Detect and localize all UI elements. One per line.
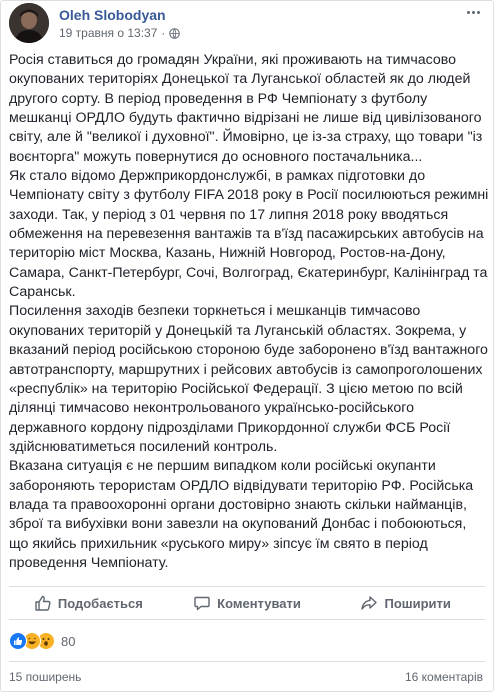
post-paragraph: Вказана ситуація є не першим випадком коли російські окупанти забороняють терористам ОРДЛО відвідувати територію РФ. Російська влада та правоохоронні органи достовірно знають скільки найманців, зброї та вибухівки вони завезли на окупований Донбас і побоюються, що якийсь прихильник «руського миру» зіпсує їм свято в період проведення Чемпіонату.: [9, 458, 474, 571]
post-timestamp[interactable]: 19 травня о 13:37: [59, 26, 158, 40]
post-paragraph: Як стало відомо Держприкордонслужбі, в рамках підготовки до Чемпіонату світу з футболу FIFA 2018 року в Росії посилюються режимні заходи. Так, у період з 01 червня по 17 липня 2018 року вводяться обмеження на перевезення вантажів та в'їзд пасажирських автобусів на територію міст Москва, Казань, Нижній Новгород, Ростов-на-Дону, Самара, Санкт-Петербург, Сочі, Волгоград, Єкатеринбург, Калінінград та Саранськ.: [9, 168, 489, 301]
shares-count[interactable]: 15 поширень: [9, 670, 82, 684]
post-meta: [59, 26, 180, 40]
globe-icon: [169, 28, 180, 39]
reaction-count: 80: [61, 633, 76, 649]
like-label: Подобається: [57, 595, 143, 611]
like-button[interactable]: [9, 587, 168, 619]
thumbs-up-icon: [34, 594, 52, 612]
post-text: [9, 51, 489, 573]
author-avatar[interactable]: [9, 3, 49, 43]
post-paragraph: Посилення заходів безпеки торкнеться і мешканців тимчасово окупованих територій у Донецькій та Луганській областях. Зокрема, у вказаний період російською стороною буде заборонено в'їзд вантажного автотранспорту, маршрутних і рейсових автобусів із самопроголошених «республік» на територію Російської Федерації. З цією метою по всій ділянці тимчасово неконтрольованого українсько-російського державного кордону підрозділами Прикордонної служби ФСБ Росії здійснюватиметься посилений контроль.: [9, 303, 488, 455]
comment-label: Коментувати: [217, 595, 301, 611]
comments-count[interactable]: 16 коментарів: [404, 670, 483, 684]
more-options-icon[interactable]: [463, 5, 483, 19]
post-paragraph: Росія ставиться до громадян України, які проживають на тимчасово окупованих територіях Донецької та Луганської областей як до людей другого сорту. В період проведення в РФ Чемпіонату з футболу мешканці ОРДЛО будуть фактично відрізані не лише від цивілізованого світу, але й "великої і духовної". Ймовірно, це із-за страху, що товари "із воєнторга" можуть повернутися до основного постачальника...: [9, 52, 483, 165]
comment-button[interactable]: [168, 587, 327, 619]
avatar-photo: [9, 3, 49, 43]
share-button[interactable]: [326, 587, 485, 619]
author-name[interactable]: Oleh Slobodyan: [59, 7, 166, 23]
meta-separator: ·: [161, 26, 166, 40]
reactions-summary[interactable]: [9, 631, 75, 651]
like-reaction-icon: [9, 632, 27, 650]
comment-icon: [193, 594, 211, 612]
post-header: [9, 3, 487, 43]
share-label: Поширити: [384, 595, 451, 611]
divider: [9, 619, 485, 620]
share-arrow-icon: [360, 594, 378, 612]
post-actions: [9, 587, 485, 619]
divider: [9, 661, 485, 662]
